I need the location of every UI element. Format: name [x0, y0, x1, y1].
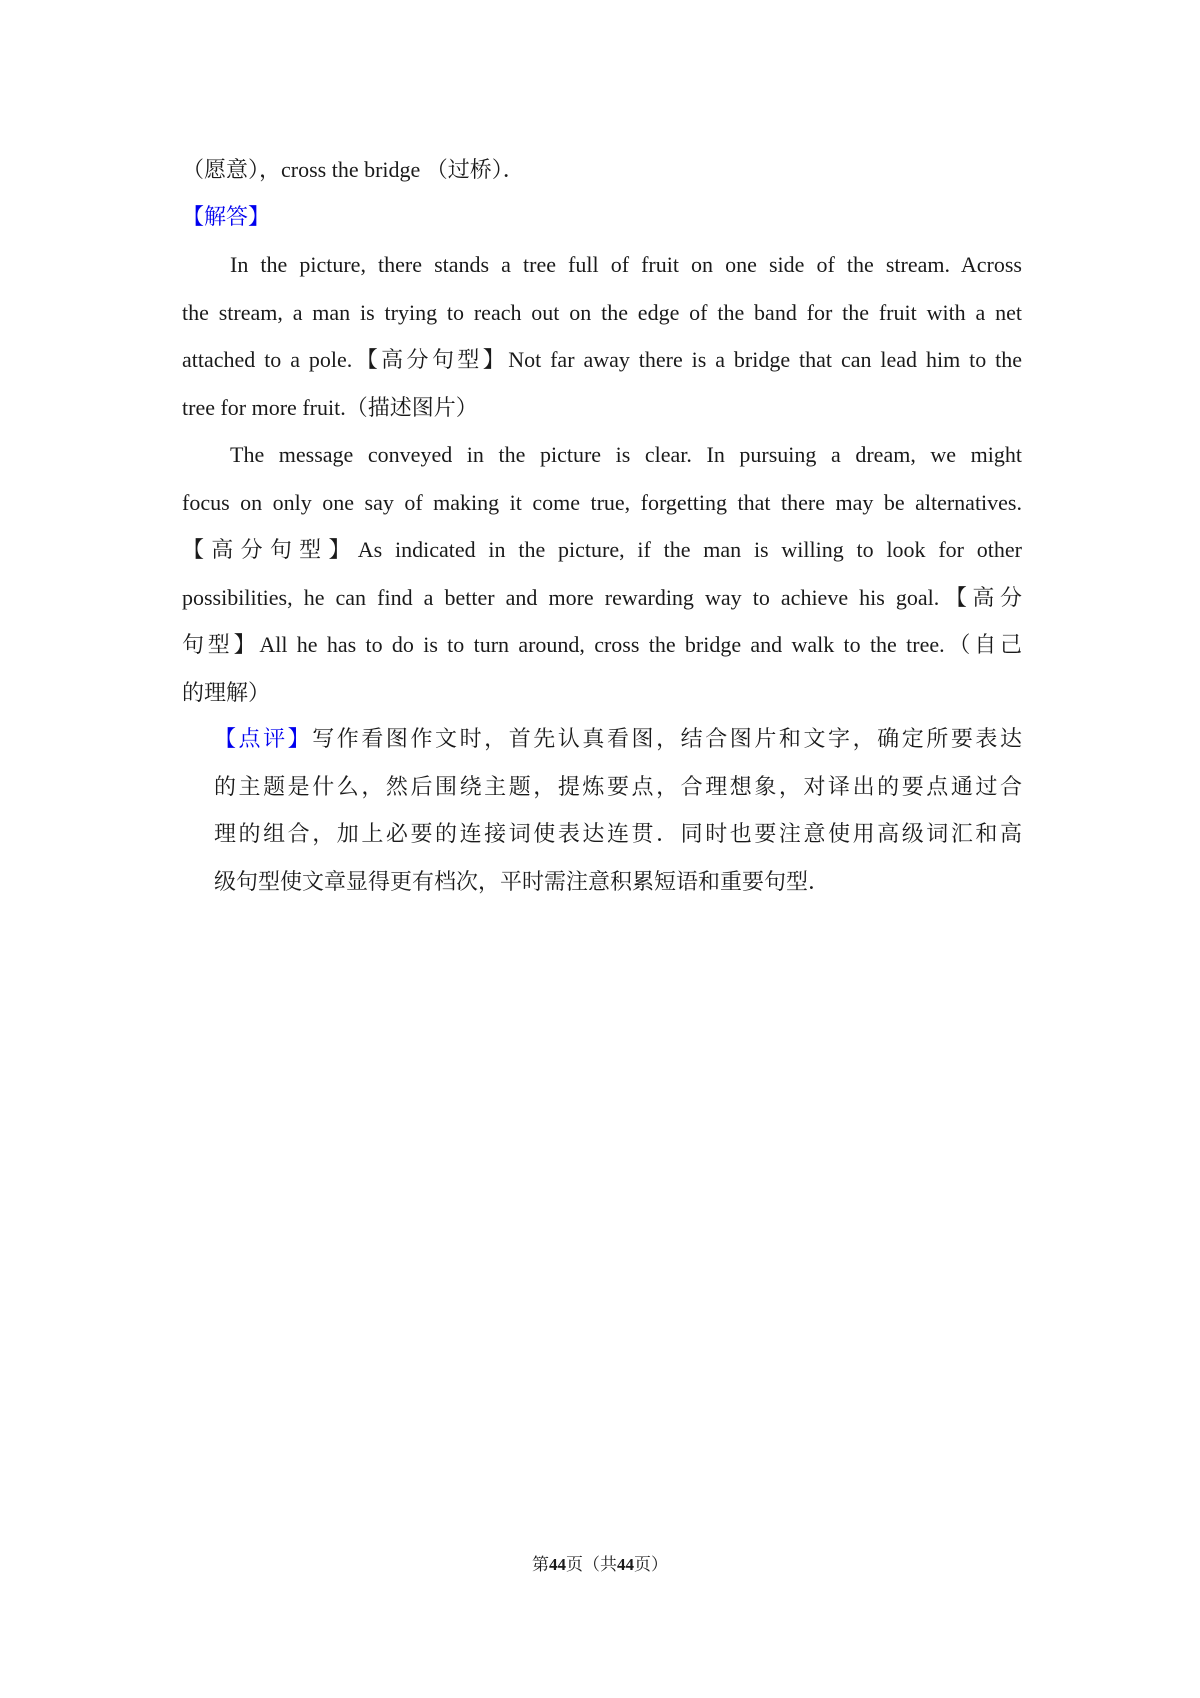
footer-prefix: 第	[532, 1555, 549, 1574]
footer-suffix: 页）	[634, 1555, 668, 1574]
hint-line: （愿意），cross the bridge （过桥）．	[182, 157, 525, 182]
review-section	[214, 716, 1022, 906]
paragraph-line: focus on only one say of making it come true, forgetting that there may be alternatives.	[182, 489, 1022, 515]
page-content	[182, 146, 1022, 906]
review-line: 的主题是什么，然后围绕主题，提炼要点，合理想象，对译出的要点通过合	[214, 774, 1022, 800]
answer-header: 【解答】	[182, 204, 271, 230]
paragraph-line: the stream, a man is trying to reach out on the edge of the band for the fruit with a net	[182, 299, 1022, 325]
paragraph-line: 的理解）	[182, 679, 271, 705]
page-footer	[0, 1550, 1200, 1580]
review-line	[214, 716, 1022, 764]
paragraph-line: 句型】All he has to do is to turn around, cross the bridge and walk to the tree.（自己	[182, 632, 1022, 657]
footer-middle: 页（共	[566, 1555, 617, 1574]
review-header: 【点评】	[214, 727, 313, 752]
review-line: 级句型使文章显得更有档次，平时需注意积累短语和重要句型．	[214, 869, 831, 895]
answer-paragraph-2	[182, 431, 1022, 716]
footer-page-number: 44	[549, 1555, 566, 1574]
paragraph-line: attached to a pole.【高分句型】Not far away there is a bridge that can lead him to the	[182, 347, 1022, 372]
footer-total-pages: 44	[617, 1555, 634, 1574]
paragraph-line: 【高分句型】As indicated in the picture, if the man is willing to look for other	[182, 537, 1022, 562]
answer-paragraph-1	[182, 241, 1022, 431]
paragraph-line: tree for more fruit.（描述图片）	[182, 394, 478, 420]
paragraph-line: possibilities, he can find a better and more rewarding way to achieve his goal.【高分	[182, 584, 1022, 610]
review-text: 写作看图作文时，首先认真看图，结合图片和文字，确定所要表达	[312, 727, 1022, 752]
review-line: 理的组合，加上必要的连接词使表达连贯．同时也要注意使用高级词汇和高	[214, 822, 1022, 847]
paragraph-line: The message conveyed in the picture is clear. In pursuing a dream, we might	[230, 442, 1022, 467]
paragraph-line: In the picture, there stands a tree full of fruit on one side of the stream. Across	[230, 252, 1022, 277]
